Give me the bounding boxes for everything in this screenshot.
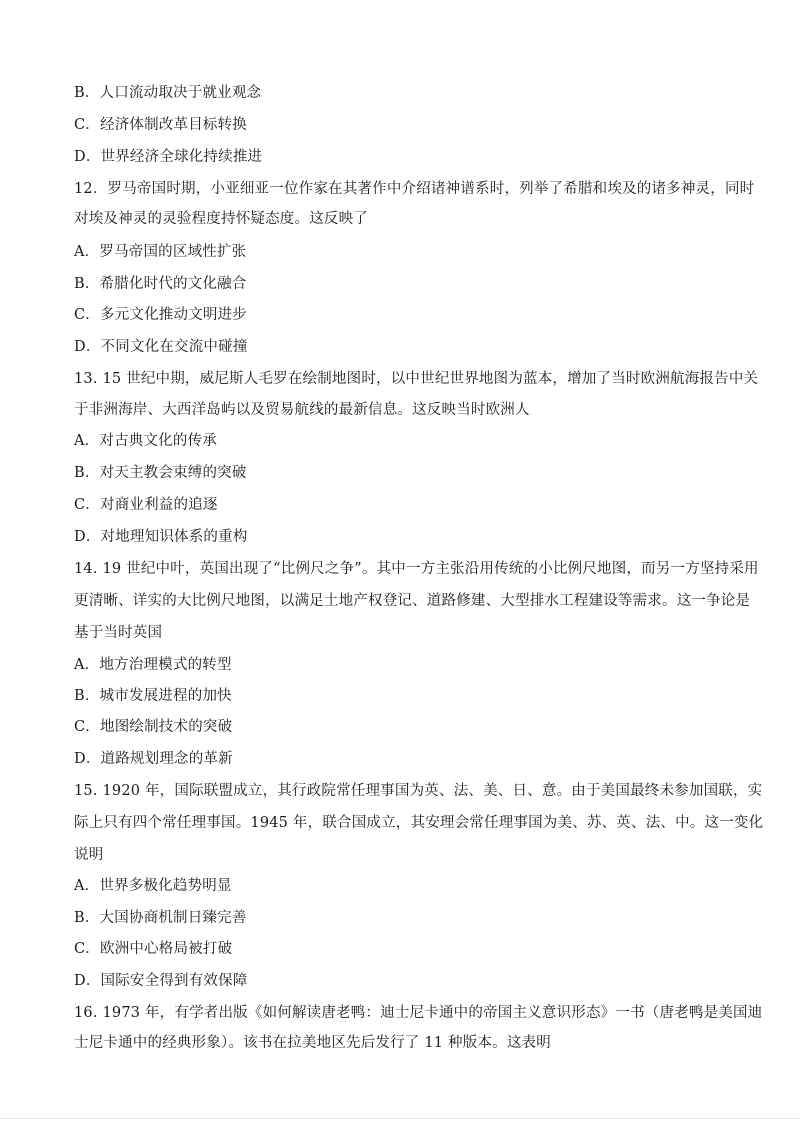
q13-option-c: C．对商业利益的追逐 bbox=[74, 497, 218, 513]
q14-option-c: C．地图绘制技术的突破 bbox=[74, 719, 233, 735]
q12-stem-line-2: 对埃及神灵的灵验程度持怀疑态度。这反映了 bbox=[74, 211, 368, 227]
q12-option-a: A．罗马帝国的区域性扩张 bbox=[74, 244, 247, 260]
q16-stem-line-1: 16. 1973 年，有学者出版《如何解读唐老鸭：迪士尼卡通中的帝国主义意识形态》一书（唐老鸭是美国迪 bbox=[74, 1005, 763, 1021]
q15-option-d: D．国际安全得到有效保障 bbox=[74, 973, 248, 989]
q12-option-c: C．多元文化推动文明进步 bbox=[74, 307, 247, 323]
q15-option-b: B．大国协商机制日臻完善 bbox=[74, 910, 247, 926]
q13-stem-line-2: 于非洲海岸、大西洋岛屿以及贸易航线的最新信息。这反映当时欧洲人 bbox=[74, 402, 530, 418]
q15-option-a: A．世界多极化趋势明显 bbox=[74, 878, 232, 894]
q14-option-a: A．地方治理模式的转型 bbox=[74, 657, 232, 673]
q13-option-b: B．对天主教会束缚的突破 bbox=[74, 465, 247, 481]
q11-option-c: C．经济体制改革目标转换 bbox=[74, 117, 247, 133]
q13-stem-line-1: 13. 15 世纪中期，威尼斯人毛罗在绘制地图时，以中世纪世界地图为蓝本，增加了当时欧洲航海报告中关 bbox=[74, 371, 759, 387]
page-bottom-divider bbox=[0, 1118, 800, 1119]
q14-stem-line-2: 更清晰、详实的大比例尺地图，以满足土地产权登记、道路修建、大型排水工程建设等需求。这一争论是 bbox=[74, 593, 751, 609]
q14-stem-line-1: 14. 19 世纪中叶，英国出现了“比例尺之争”。其中一方主张沿用传统的小比例尺地图，而另一方坚持采用 bbox=[74, 561, 759, 577]
q14-option-d: D．道路规划理念的革新 bbox=[74, 751, 233, 767]
q12-stem-line-1: 12．罗马帝国时期，小亚细亚一位作家在其著作中介绍诸神谱系时，列举了希腊和埃及的诸多神灵，同时 bbox=[74, 181, 755, 197]
q13-option-d: D．对地理知识体系的重构 bbox=[74, 529, 248, 545]
q11-option-d: D．世界经济全球化持续推进 bbox=[74, 149, 263, 165]
q12-option-b: B．希腊化时代的文化融合 bbox=[74, 276, 247, 292]
q14-option-b: B．城市发展进程的加快 bbox=[74, 688, 232, 704]
q15-stem-line-2: 际上只有四个常任理事国。1945 年，联合国成立，其安理会常任理事国为美、苏、英、法、中。这一变化 bbox=[74, 815, 764, 831]
q15-stem-line-3: 说明 bbox=[74, 847, 104, 863]
q11-option-b: B．人口流动取决于就业观念 bbox=[74, 85, 262, 101]
q15-stem-line-1: 15. 1920 年，国际联盟成立，其行政院常任理事国为英、法、美、日、意。由于美国最终未参加国联，实 bbox=[74, 783, 763, 799]
q15-option-c: C．欧洲中心格局被打破 bbox=[74, 941, 233, 957]
q12-option-d: D．不同文化在交流中碰撞 bbox=[74, 339, 248, 355]
q13-option-a: A．对古典文化的传承 bbox=[74, 433, 217, 449]
q14-stem-line-3: 基于当时英国 bbox=[74, 625, 163, 641]
q16-stem-line-2: 士尼卡通中的经典形象）。该书在拉美地区先后发行了 11 种版本。这表明 bbox=[74, 1035, 551, 1051]
